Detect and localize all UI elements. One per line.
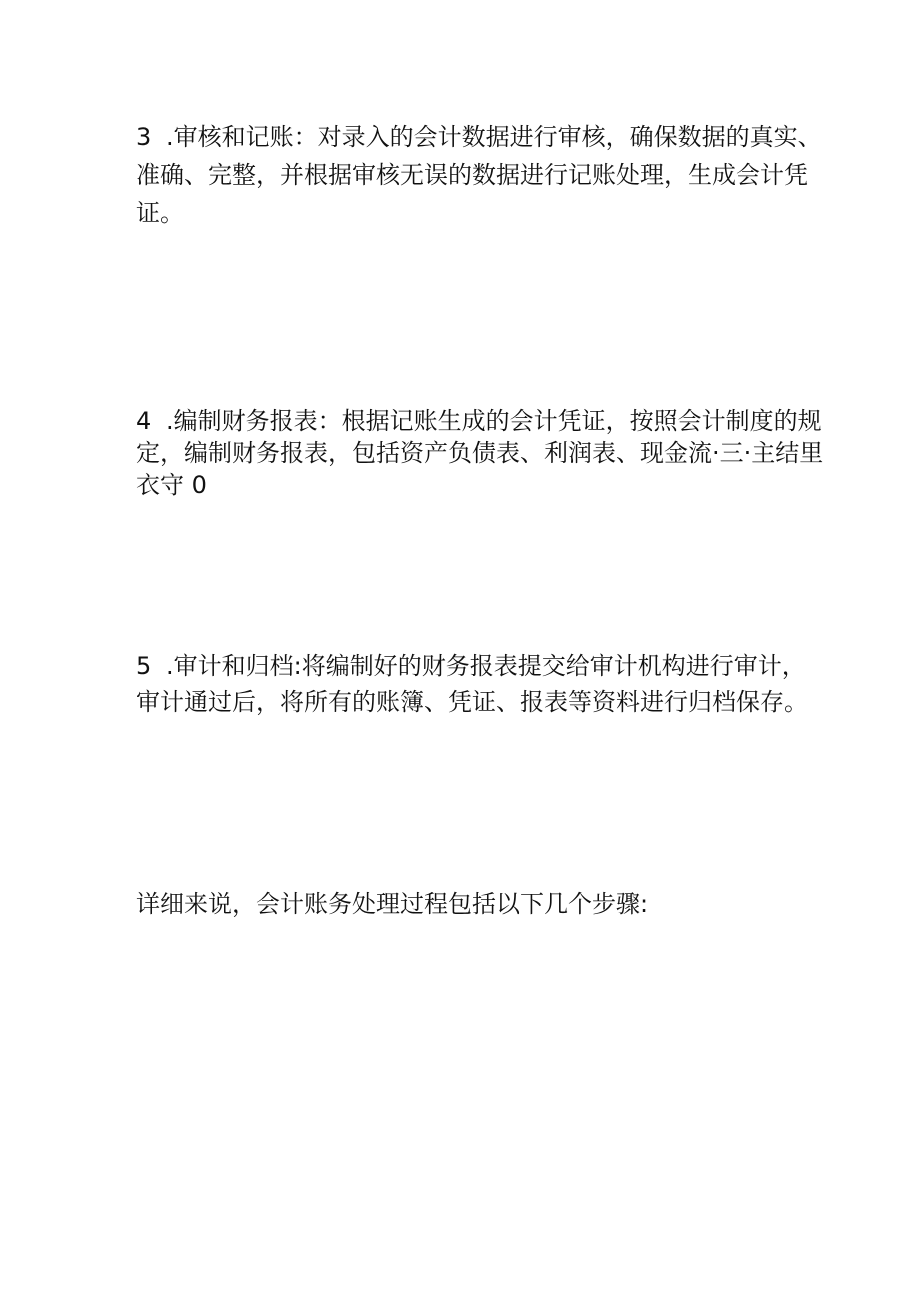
line-text: .审计和归档:将编制好的财务报表提交给审计机构进行审计， (166, 652, 806, 680)
paragraph-line: 准确、完整，并根据审核无误的数据进行记账处理，生成会计凭 (136, 161, 808, 189)
paragraph-line: 证。 (136, 199, 184, 227)
paragraph-step-4 (136, 405, 824, 501)
paragraph-line (136, 648, 806, 684)
paragraph-line: 详细来说，会计账务处理过程包括以下几个步骤: (136, 890, 649, 918)
step-number: 4 (136, 407, 152, 435)
step-number: 3 (136, 123, 152, 151)
paragraph-line (136, 405, 822, 437)
paragraph-step-5 (136, 648, 806, 720)
paragraph-step-3 (136, 118, 822, 232)
paragraph-line: 定，编制财务报表，包括资产负债表、利润表、现金流·三·主结里 (136, 439, 824, 467)
paragraph-line: 审计通过后，将所有的账簿、凭证、报表等资料进行归档保存。 (136, 688, 808, 716)
paragraph-summary (136, 886, 806, 922)
paragraph-line: 衣守 0 (136, 471, 207, 499)
line-text: .审核和记账：对录入的会计数据进行审核，确保数据的真实、 (166, 123, 822, 151)
step-number: 5 (136, 652, 152, 680)
paragraph-line (136, 118, 822, 156)
line-text: .编制财务报表：根据记账生成的会计凭证，按照会计制度的规 (166, 407, 822, 435)
